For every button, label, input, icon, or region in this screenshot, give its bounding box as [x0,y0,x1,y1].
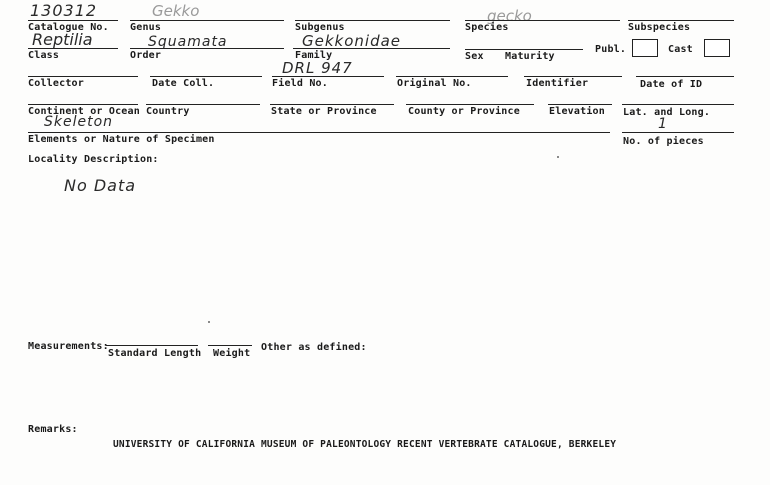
publ-checkbox[interactable] [632,39,658,57]
rule [548,104,612,105]
rule [622,132,734,133]
rule [295,20,450,21]
date-coll-label: Date Coll. [152,78,215,89]
identifier-label: Identifier [526,78,589,89]
county-or-province-label: County or Province [408,106,520,117]
elements-or-nature-label: Elements or Nature of Specimen [28,134,215,145]
publ-label: Publ. [595,44,627,55]
rule [465,49,583,50]
species-faint-value: gecko [487,7,532,25]
catalogue-no-label: Catalogue No. [28,22,109,33]
family-label: Family [295,50,333,61]
rule [28,132,610,133]
sex-label: Sex [465,51,484,62]
maturity-label: Maturity [505,51,555,62]
rule [28,104,138,105]
rule [208,345,252,346]
rule [636,76,734,77]
genus-label: Genus [130,22,162,33]
species-label: Species [465,22,509,33]
collector-label: Collector [28,78,84,89]
rule [465,20,620,21]
catalogue-number-value: 130312 [30,1,98,20]
rule [293,48,450,49]
date-of-id-label: Date of ID [640,79,703,90]
scan-speck [208,321,210,323]
order-label: Order [130,50,162,61]
rule [130,48,284,49]
cast-label: Cast [668,44,693,55]
rule [272,76,384,77]
number-of-pieces-value: 1 [658,116,667,132]
class-value: Reptilia [32,30,93,49]
subspecies-label: Subspecies [628,22,691,33]
field-number-value: DRL 947 [282,59,353,77]
subgenus-label: Subgenus [295,22,345,33]
rule [622,104,734,105]
family-value: Gekkonidae [302,32,402,50]
other-as-defined-label: Other as defined: [261,342,367,353]
institution-footer: UNIVERSITY OF CALIFORNIA MUSEUM OF PALEONTOLOGY RECENT VERTEBRATE CATALOGUE, BERKELEY [113,439,617,450]
rule [130,20,284,21]
rule [146,104,260,105]
continent-or-ocean-label: Continent or Ocean [28,106,140,117]
rule [524,76,622,77]
rule [628,20,734,21]
class-label: Class [28,50,60,61]
scan-speck [557,156,559,158]
standard-length-label: Standard Length [108,348,202,359]
cast-checkbox[interactable] [704,39,730,57]
rule [270,104,394,105]
nature-of-specimen-value: Skeleton [44,114,114,130]
weight-label: Weight [213,348,251,359]
rule [28,76,138,77]
rule [396,76,508,77]
elevation-label: Elevation [549,106,605,117]
locality-description-label: Locality Description: [28,154,159,165]
measurements-label: Measurements: [28,341,109,352]
rule [406,104,534,105]
lat-long-label: Lat. and Long. [623,107,711,118]
rule [28,48,118,49]
locality-description-value: No Data [64,176,137,195]
order-value: Squamata [148,34,228,50]
genus-faint-value: Gekko [152,2,200,20]
rule [150,76,262,77]
rule [106,345,198,346]
field-no-label: Field No. [272,78,328,89]
state-or-province-label: State or Province [271,106,377,117]
rule [28,20,118,21]
country-label: Country [146,106,190,117]
no-of-pieces-label: No. of pieces [623,136,704,147]
original-no-label: Original No. [397,78,472,89]
remarks-label: Remarks: [28,424,78,435]
